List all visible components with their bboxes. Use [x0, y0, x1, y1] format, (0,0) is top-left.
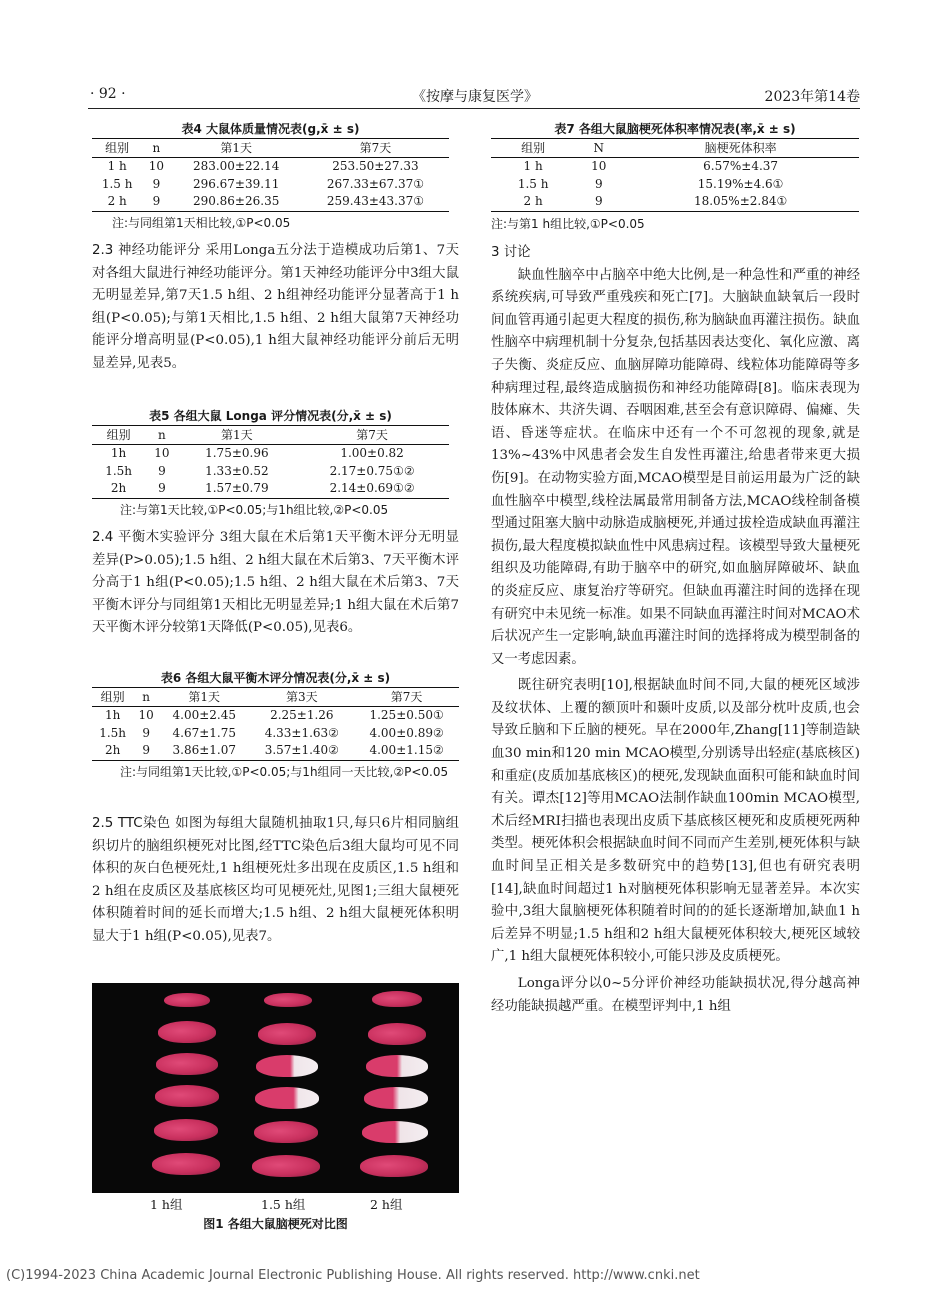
table-caption: 表6 各组大鼠平衡木评分情况表(分,x̄ ± s) — [160, 671, 391, 685]
table-caption: 表7 各组大鼠脑梗死体积率情况表(率,x̄ ± s) — [554, 122, 796, 136]
table-cell: 9 — [142, 193, 170, 211]
brain-slice — [360, 1155, 428, 1177]
table-row — [92, 480, 449, 498]
table-cell: 283.00±22.14 — [192, 159, 280, 173]
table-cell: 2h — [92, 480, 145, 498]
table-header-cell: N — [575, 139, 622, 158]
table-cell: 2.25±1.26 — [270, 708, 334, 722]
data-table — [92, 425, 449, 499]
table-cell: 1.57±0.79 — [179, 480, 296, 498]
brain-slice — [158, 1021, 216, 1043]
table-header-cell: 脑梗死体积率 — [622, 139, 859, 158]
table-header-cell: 组别 — [491, 139, 575, 158]
table-cell: 253.50±27.33 — [332, 159, 419, 173]
brain-slice — [252, 1155, 320, 1177]
table-cell: 10 — [154, 446, 170, 460]
table-header-cell: 组别 — [92, 139, 142, 158]
table-cell: 9 — [158, 463, 166, 478]
section-title: 2.4 平衡木实验评分 — [92, 530, 216, 545]
table-cell: 4.67±1.75 — [172, 725, 236, 740]
table-row — [92, 463, 449, 481]
table-header-cell: 第1天 — [179, 426, 296, 445]
brain-slice — [164, 993, 210, 1007]
table-row — [92, 707, 459, 725]
issue-label: 2023年第14卷 — [764, 89, 860, 105]
table-cell: 1.25±0.50① — [369, 708, 444, 722]
table-cell: 10 — [138, 708, 154, 722]
table-note: 注:与第1 h组比较,①P<0.05 — [491, 216, 645, 231]
brain-slice — [368, 1023, 426, 1045]
table-header-cell: 组别 — [92, 426, 145, 445]
brain-slice — [366, 1055, 428, 1077]
table-cell: 1.5h — [105, 463, 133, 478]
journal-title: 《按摩与康复医学》 — [412, 89, 538, 105]
table-cell: 2.14±0.69①② — [295, 480, 449, 498]
table-cell: 2 h — [491, 193, 575, 211]
table-row — [491, 176, 859, 194]
table-header-cell: n — [142, 139, 170, 158]
table-cell: 4.33±1.63② — [264, 725, 339, 740]
brain-slice — [255, 1087, 319, 1109]
table-cell: 9 — [594, 176, 603, 191]
table-row — [92, 158, 449, 176]
data-table — [491, 138, 859, 212]
table-cell: 4.00±0.89② — [369, 725, 444, 740]
table-header-cell: 组别 — [92, 688, 133, 707]
brain-slice — [362, 1121, 428, 1143]
table-cell: 1.33±0.52 — [205, 463, 269, 478]
table-cell: 296.67±39.11 — [192, 176, 280, 191]
table-note: 注:与同组第1天比较,①P<0.05;与1h组同一天比较,②P<0.05 — [120, 764, 449, 779]
table-row — [491, 158, 859, 176]
table-row — [92, 193, 449, 211]
table-header-cell: 第7天 — [354, 688, 459, 707]
data-table — [92, 138, 449, 212]
table-row — [491, 193, 859, 211]
table-note: 注:与同组第1天相比较,①P<0.05 — [112, 215, 291, 230]
table-cell: 1 h — [523, 159, 543, 173]
brain-slice — [258, 1023, 316, 1045]
data-table — [92, 687, 459, 761]
table-header-cell: 第1天 — [170, 139, 301, 158]
copyright-footer: (C)1994-2023 China Academic Journal Electronic Publishing House. All rights reserved. http://www.cnki.net — [6, 1268, 700, 1283]
table-cell: 10 — [591, 159, 607, 173]
section-2-4 — [92, 527, 459, 640]
table-cell: 2 h — [92, 193, 142, 211]
table-header-cell: 第7天 — [295, 426, 449, 445]
table-cell: 1h — [104, 708, 121, 722]
table-header-cell: n — [133, 688, 159, 707]
figure-caption: 图1 各组大鼠脑梗死对比图 — [203, 1217, 348, 1231]
table-7 — [491, 120, 859, 234]
header-rule — [88, 108, 860, 109]
table-row — [92, 445, 449, 463]
figure-label: 2 h组 — [370, 1197, 403, 1212]
brain-slice — [254, 1121, 318, 1143]
table-cell: 9 — [152, 176, 161, 191]
table-cell: 3.57±1.40② — [249, 742, 354, 760]
table-cell: 1.5 h — [101, 176, 133, 191]
table-header-cell: 第3天 — [249, 688, 354, 707]
paragraph: Longa评分以0~5分评价神经功能缺损状况,得分越高神经功能缺损越严重。在模型评判中,1 h组 — [491, 976, 860, 1014]
table-cell: 1.5h — [99, 725, 127, 740]
table-cell: 10 — [148, 159, 165, 173]
table-cell: 4.00±1.15② — [354, 742, 459, 760]
table-5 — [92, 407, 449, 520]
table-4 — [92, 120, 449, 233]
section-title: 3 讨论 — [491, 245, 531, 260]
ttc-brain-slice-photo — [92, 983, 459, 1193]
brain-slice — [364, 1087, 428, 1109]
table-cell: 1.5 h — [517, 176, 549, 191]
table-row — [92, 176, 449, 194]
section-title: 2.5 TTC染色 — [92, 816, 171, 831]
brain-slice — [156, 1053, 218, 1075]
section-3-discussion — [491, 242, 860, 1018]
table-cell: 9 — [145, 480, 178, 498]
page-number: · 92 · — [90, 86, 126, 102]
table-cell: 1.75±0.96 — [205, 446, 269, 460]
table-cell: 1.00±0.82 — [340, 446, 404, 460]
table-cell: 267.33±67.37① — [326, 176, 425, 191]
brain-slice — [372, 991, 422, 1007]
table-cell: 18.05%±2.84① — [622, 193, 859, 211]
section-text: 如图为每组大鼠随机抽取1只,每只6片相同脑组织切片的脑组织梗死对比图,经TTC染色后3组大鼠均可见不同体积的灰白色梗死灶,1 h组梗死灶多出现在皮质区,1.5 h组和2 h组在皮质区及基底核区均可见梗死灶,见图1;三组大鼠梗死体积随着时间的延长而增大;1.5 h组、2 h组大鼠梗死体积明显大于1 h组(P<0.05),见表7。 — [92, 816, 459, 944]
brain-slice — [155, 1085, 219, 1107]
table-row — [92, 725, 459, 743]
brain-slice — [152, 1153, 220, 1175]
table-caption: 表5 各组大鼠 Longa 评分情况表(分,x̄ ± s) — [149, 409, 392, 423]
section-2-3 — [92, 240, 459, 376]
table-row — [92, 742, 459, 760]
table-cell: 9 — [133, 742, 159, 760]
table-header-cell: 第1天 — [159, 688, 249, 707]
section-text: 采用Longa五分法于造模成功后第1、7天对各组大鼠进行神经功能评分。第1天神经功能评分中3组大鼠无明显差异,第7天1.5 h组、2 h组神经功能评分显著高于1 h组(P<0.05);与第1天相比,1.5 h组、2 h组大鼠第7天神经功能评分增高明显(P<0.05),1 h组大鼠神经功能评分前后无明显差异,见表5。 — [92, 243, 459, 371]
figure-label: 1.5 h组 — [261, 1197, 306, 1212]
brain-slice — [256, 1055, 318, 1077]
section-2-5 — [92, 813, 459, 949]
table-cell: 3.86±1.07 — [159, 742, 249, 760]
table-header-cell: 第7天 — [302, 139, 449, 158]
paragraph: 缺血性脑卒中占脑卒中绝大比例,是一种急性和严重的神经系统疾病,可导致严重残疾和死亡[7]。大脑缺血缺氧后一段时间血管再通引起更大程度的损伤,称为脑缺血再灌注损伤。缺血性脑卒中病理机制十分复杂,包括基因表达变化、氧化应激、离子失衡、炎症反应、血脑屏障功能障碍、线粒体功能障碍等多种病理过程,最终造成脑损伤和神经功能障碍[8]。临床表现为肢体麻木、共济失调、吞咽困难,甚至会有意识障碍、偏瘫、失语、昏迷等症状。在临床中还有一个不可忽视的现象,就是13%~43%中风患者会发生自发性再灌注,给患者带来更大损伤[9]。在动物实验方面,MCAO模型是目前运用最为广泛的缺血性脑卒中模型,线栓法属最常用制备方法,MCAO线栓制备模型通过阻塞大脑中动脉造成脑梗死,并通过拔栓造成缺血再灌注损伤,最大程度模拟缺血性中风患病过程。该模型导致大量梗死组织及功能障碍,有助于脑卒中的研究,如血脑屏障破坏、缺血的炎症反应、康复治疗等研究。但缺血再灌注时间的选择在现有研究中未见统一标准。如果不同缺血再灌注时间对MCAO术后状况产生一定影响,缺血再灌注时间的选择将成为模型制备的又一考虑因素。 — [491, 267, 860, 667]
table-caption: 表4 大鼠体质量情况表(g,x̄ ± s) — [181, 122, 360, 136]
table-cell: 4.00±2.45 — [172, 708, 236, 722]
brain-slice — [154, 1119, 218, 1141]
table-6 — [92, 669, 459, 782]
table-cell: 1h — [110, 446, 127, 460]
paragraph: 既往研究表明[10],根据缺血时间不同,大鼠的梗死区域涉及纹状体、上覆的额顶叶和颞叶皮质,以及部分枕叶皮质,也会导致丘脑和下丘脑的梗死。早在2000年,Zhang[11]等制造缺血30 min和120 min MCAO模型,分别诱导出轻症(基底核区)和重症(皮质加基底核区)的梗死,发现缺血面积可能和缺血时间有关。谭杰[12]等用MCAO法制作缺血100min MCAO模型,术后经MRI扫描也表现出皮质下基底核区梗死和皮质梗死两种类型。梗死体积会根据缺血时间不同而产生差别,梗死体积与缺血时间呈正相关是多数研究中的趋势[13],但也有研究表明[14],缺血时间超过1 h对脑梗死体积影响无显著差异。本次实验中,3组大鼠脑梗死体积随着时间的的延长逐渐增加,缺血1 h后差异不明显;1.5 h组和2 h组大鼠梗死体积较大,梗死区域较广,1 h组大鼠梗死体积较小,可能只涉及皮质梗死。 — [491, 678, 860, 965]
figure-label: 1 h组 — [150, 1197, 183, 1212]
table-header-cell: n — [145, 426, 178, 445]
table-note: 注:与第1天比较,①P<0.05;与1h组比较,②P<0.05 — [120, 502, 389, 517]
table-cell: 1 h — [107, 159, 127, 173]
table-cell: 290.86±26.35 — [170, 193, 301, 211]
table-cell: 15.19%±4.6① — [697, 176, 784, 191]
table-cell: 259.43±43.37① — [302, 193, 449, 211]
table-cell: 9 — [575, 193, 622, 211]
brain-slice — [264, 993, 312, 1007]
table-cell: 6.57%±4.37 — [703, 159, 779, 173]
table-cell: 2.17±0.75①② — [329, 463, 415, 478]
section-text: 3组大鼠在术后第1天平衡木评分无明显差异(P>0.05);1.5 h组、2 h组大鼠在术后第3、7天平衡木评分高于1 h组(P<0.05);1.5 h组、2 h组大鼠在术后第3、7天平衡木评分与同组第1天相比无明显差异;1 h组大鼠在术后第7天平衡木评分较第1天降低(P<0.05),见表6。 — [92, 530, 459, 636]
table-cell: 2h — [92, 742, 133, 760]
section-title: 2.3 神经功能评分 — [92, 243, 201, 258]
table-cell: 9 — [142, 725, 150, 740]
